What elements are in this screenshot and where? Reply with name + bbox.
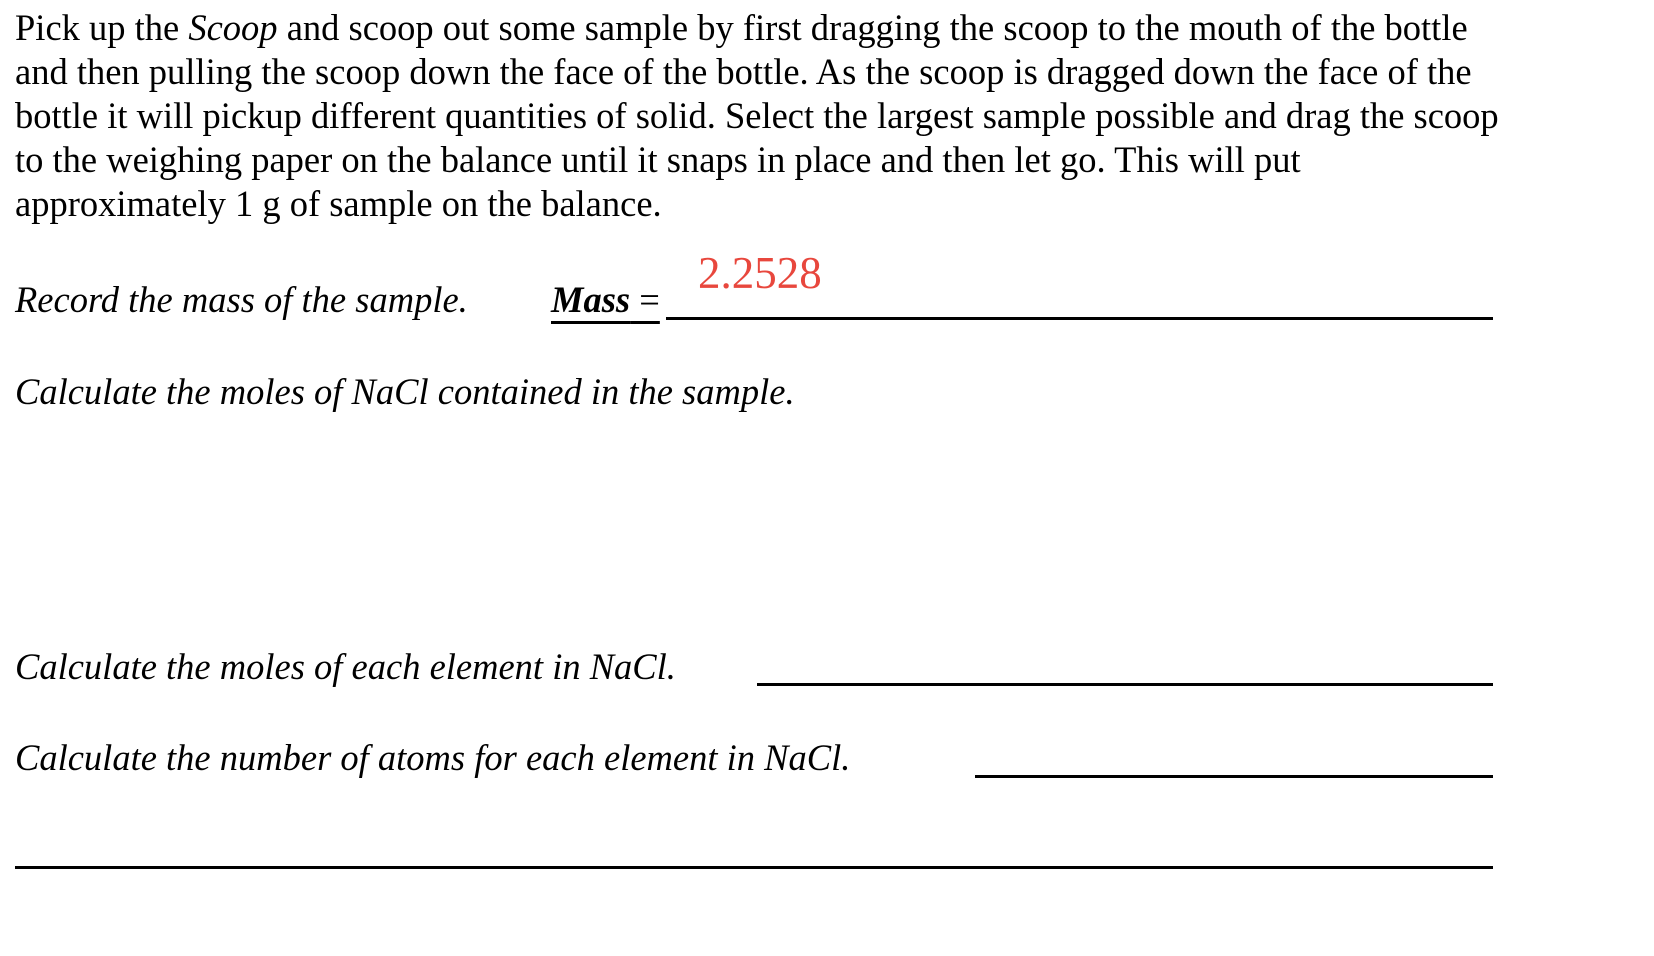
moles-each-element-question: Calculate the moles of each element in NaCl. (15, 646, 676, 687)
instructions-line-4: to the weighing paper on the balance until it snaps in place and then let go. This will put (15, 139, 1301, 180)
instructions-paragraph (15, 6, 1645, 226)
extra-answer-line[interactable] (15, 866, 1493, 869)
atoms-each-element-answer-line[interactable] (975, 775, 1493, 778)
mass-answer-line[interactable] (666, 317, 1493, 320)
scoop-term: Scoop (188, 7, 278, 48)
mass-label-word: Mass (551, 279, 631, 320)
moles-nacl-question: Calculate the moles of NaCl contained in the sample. (15, 371, 795, 412)
mass-answer-value: 2.2528 (698, 248, 822, 298)
instructions-line-2: and then pulling the scoop down the face of the bottle. As the scoop is dragged down the face of the (15, 51, 1472, 92)
moles-each-element-answer-line[interactable] (757, 683, 1493, 686)
record-mass-question: Record the mass of the sample. (15, 279, 468, 320)
mass-label (551, 278, 660, 321)
instructions-line-1-start: Pick up the (15, 7, 189, 48)
instructions-line-5: approximately 1 g of sample on the balance. (15, 183, 662, 224)
atoms-each-element-question: Calculate the number of atoms for each element in NaCl. (15, 737, 851, 778)
instructions-line-1-end: and scoop out some sample by first dragging the scoop to the mouth of the bottle (277, 7, 1468, 48)
instructions-line-3: bottle it will pickup different quantities of solid. Select the largest sample possible and drag the scoop (15, 95, 1499, 136)
mass-equals-sign: = (630, 279, 660, 320)
instructions-line-1 (15, 6, 1645, 50)
